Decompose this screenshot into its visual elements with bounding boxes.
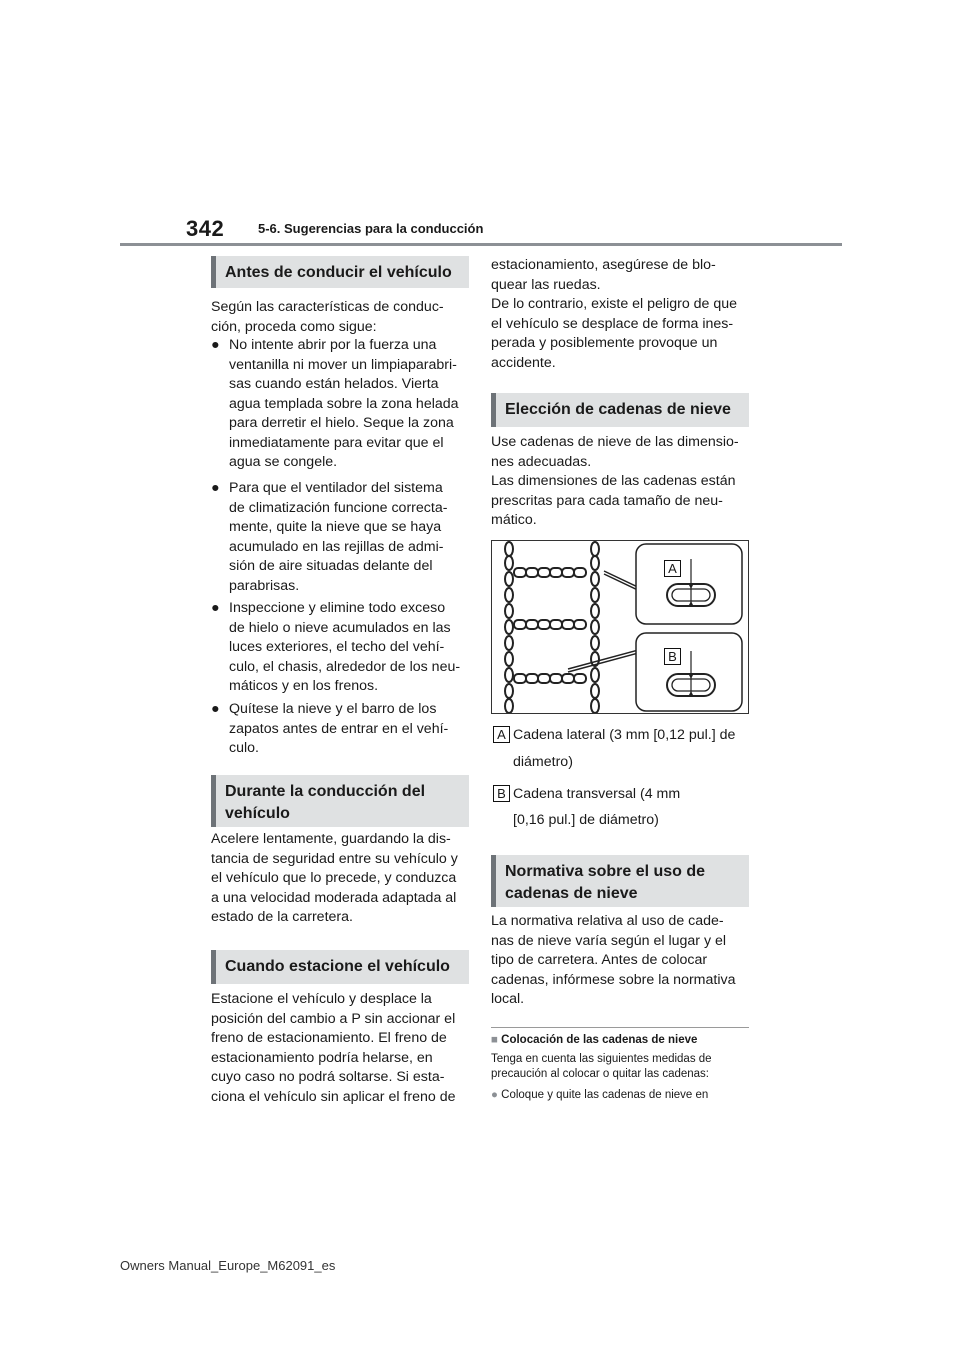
small-bullet <box>491 1089 708 1101</box>
intro-text: Según las características de conduc- ción, proceda como sigue: <box>211 299 444 335</box>
heading-eleccion-cadenas: Elección de cadenas de nieve <box>491 393 749 427</box>
list-item: No intente abrir por la fuerza una ventanilla ni mover un limpiaparabri- sas cuando están helados. Vierta agua templada sobre la zona helada para derretir el hielo. Seque la zona inmediatamente para evitar que el agua se congele. <box>229 337 459 470</box>
parking-paragraph-cont: estacionamiento, asegúrese de blo- quear las ruedas. De lo contrario, existe el peligro de que el vehículo se desplace de forma ines- perada y posiblemente provoque un accidente. <box>491 257 738 371</box>
heading-normativa: Normativa sobre el uso de cadenas de nieve <box>491 855 749 907</box>
square-bullet-icon: ■ <box>491 1034 498 1046</box>
snow-chain-illustration <box>492 541 748 713</box>
list-item: Quítese la nieve y el barro de los zapatos antes de entrar en el vehí- culo. <box>229 701 449 756</box>
small-bullet-text: Coloque y quite las cadenas de nieve en <box>501 1089 709 1101</box>
side-chain-left <box>505 542 513 713</box>
cross-chain-1 <box>514 568 586 577</box>
driving-paragraph: Acelere lentamente, guardando la dis- tancia de seguridad entre su vehículo y el vehículo que lo precede, y conduzca a una velocidad moderada adaptada al estado de la carretera. <box>211 831 458 925</box>
legend-label-a: A <box>493 726 510 743</box>
bullet-dot-icon: ● <box>211 701 220 717</box>
page-number: 342 <box>186 216 225 241</box>
bullet-dot-icon: ● <box>211 337 220 353</box>
legend-label-b: B <box>493 785 510 802</box>
small-section-divider <box>491 1027 749 1028</box>
small-heading-text: Colocación de las cadenas de nieve <box>501 1034 698 1046</box>
small-text: Tenga en cuenta las siguientes medidas de precaución al colocar o quitar las cadenas: <box>491 1053 712 1080</box>
figure-label-b: B <box>664 648 681 665</box>
snow-chain-figure <box>491 540 749 714</box>
legend-b-text: Cadena transversal (4 mm <box>513 786 681 802</box>
callout-leader-b <box>568 649 642 669</box>
heading-cuando-estacione: Cuando estacione el vehículo <box>211 950 469 984</box>
bullet-dot-icon: ● <box>211 480 220 496</box>
heading-antes-de-conducir: Antes de conducir el vehículo <box>211 256 469 288</box>
header-divider <box>120 243 842 246</box>
regulation-paragraph: La normativa relativa al uso de cade- nas de nieve varía según el lugar y el tipo de carretera. Antes de colocar cadenas, infórmese sobre la normativa local. <box>491 913 736 1007</box>
legend-a-text-cont: diámetro) <box>513 754 573 770</box>
bullet-dot-icon: ● <box>211 600 220 616</box>
cross-chain-3 <box>514 674 586 683</box>
section-title: 5-6. Sugerencias para la conducción <box>258 221 484 236</box>
parking-paragraph: Estacione el vehículo y desplace la posición del cambio a P sin accionar el freno de estacionamiento. El freno de estacionamiento podría helarse, en cuyo caso no podrá soltarse. Si esta- ciona el vehículo sin aplicar el freno de <box>211 991 456 1105</box>
cross-chain-2 <box>514 620 586 629</box>
list-item: Inspeccione y elimine todo exceso de hielo o nieve acumulados en las luces exteriores, el techo del vehí- culo, el chasis, alrededor de los neu- máticos y en los frenos. <box>229 600 461 694</box>
detail-box-b <box>636 633 742 711</box>
chains-paragraph: Use cadenas de nieve de las dimensio- nes adecuadas. Las dimensiones de las cadenas están prescritas para cada tamaño de neu- mático. <box>491 434 739 528</box>
list-item: Para que el ventilador del sistema de climatización funcione correcta- mente, quite la nieve que se haya acumulado en las rejillas de admi- sión de aire situadas delante del parabrisas. <box>229 480 448 594</box>
heading-durante-conduccion: Durante la conducción del vehículo <box>211 775 469 827</box>
footer-doc-id: Owners Manual_Europe_M62091_es <box>120 1258 336 1273</box>
small-heading <box>491 1034 697 1046</box>
legend-b-text-cont: [0,16 pul.] de diámetro) <box>513 812 659 828</box>
circle-bullet-icon: ● <box>491 1089 498 1101</box>
figure-label-a: A <box>664 560 681 577</box>
side-chain-right <box>591 542 599 713</box>
legend-a-text: Cadena lateral (3 mm [0,12 pul.] de <box>513 727 736 743</box>
